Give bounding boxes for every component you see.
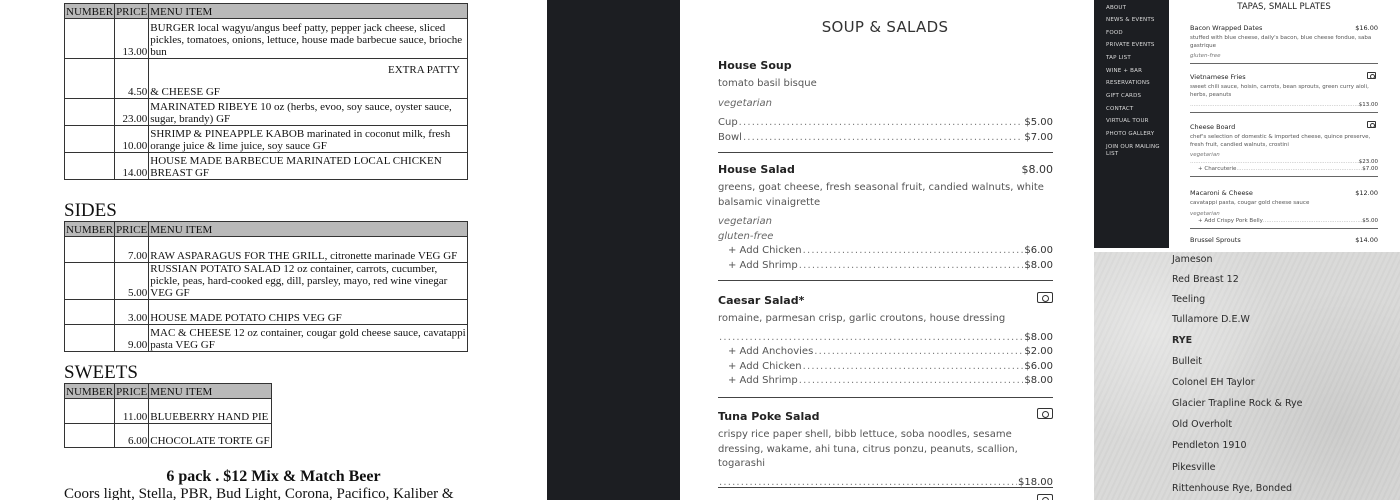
cheese-board-item: [1190, 123, 1378, 177]
extra-patty-label: EXTRA PATTY: [387, 64, 460, 76]
dish-description: stuffed with blue cheese, daily's bacon, blue cheese fondue, saba gastrique: [1190, 35, 1372, 49]
whiskey-item: Glacier Trapline Rock & Rye: [1172, 398, 1303, 409]
dish-description: cavatappi pasta, cougar gold cheese sauce: [1190, 200, 1310, 206]
divider: [1190, 63, 1378, 64]
diet-tag: vegetarian: [718, 216, 772, 227]
divider: [718, 397, 1053, 398]
col-item: MENU ITEM: [149, 222, 468, 237]
nav-item-wine-bar[interactable]: WINE + BAR: [1106, 68, 1143, 74]
whiskey-item: Jameson: [1172, 254, 1213, 265]
whiskey-item: Colonel EH Taylor: [1172, 377, 1255, 388]
divider: [718, 280, 1053, 281]
dish-price: $8.00: [1024, 331, 1053, 343]
vietnamese-fries-item: [1190, 73, 1378, 113]
tapas-menu: [1190, 0, 1378, 248]
mains-table: [64, 3, 468, 180]
section-title: TAPAS, SMALL PLATES: [1237, 2, 1331, 12]
whiskey-item: Pendleton 1910: [1172, 440, 1247, 451]
nav-item-contact[interactable]: CONTACT: [1106, 106, 1134, 112]
col-price: PRICE: [115, 384, 149, 399]
price-cell: 9.00: [115, 325, 149, 352]
dish-price: $13.00: [1358, 102, 1378, 108]
house-soup-item: [718, 59, 1053, 145]
table-row: [65, 399, 272, 424]
addon-line: [718, 374, 1053, 389]
price-cell: 10.00: [115, 126, 149, 153]
addon-line: [718, 244, 1053, 259]
addon-label: + Add Chicken: [728, 360, 802, 372]
diet-tag: gluten-free: [1190, 53, 1221, 59]
price-line: [718, 116, 1053, 131]
price-cell: 4.50: [115, 59, 149, 99]
addon-price: $6.00: [1024, 245, 1053, 256]
dish-name: Brussel Sprouts: [1190, 236, 1241, 244]
table-row: [65, 59, 468, 99]
addon-line: [718, 360, 1053, 375]
mac-cheese-item: [1190, 189, 1378, 229]
option-price: $5.00: [1024, 117, 1053, 128]
table-row: [65, 19, 468, 59]
nav-item-gift-cards[interactable]: GIFT CARDS: [1106, 93, 1142, 99]
addon-label: + Add Shrimp: [728, 259, 798, 271]
table-header-row: [65, 384, 272, 399]
col-number: NUMBER: [65, 4, 115, 19]
divider: [1190, 228, 1378, 229]
dish-price: $12.00: [1355, 189, 1378, 197]
brussel-sprouts-item: [1190, 236, 1378, 244]
item-cell: & CHEESE GF: [150, 86, 220, 98]
diet-tag: vegetarian: [718, 97, 772, 109]
item-cell: RAW ASPARAGUS FOR THE GRILL, citronette marinade VEG GF: [149, 237, 468, 263]
dish-price: $14.00: [1355, 236, 1378, 244]
tuna-poke-salad-item: [718, 410, 1053, 490]
diet-tag: vegetarian: [1190, 152, 1220, 158]
table-row: [65, 300, 468, 325]
dish-description: greens, goat cheese, fresh seasonal fruit, candied walnuts, white balsamic vinaigrette: [718, 182, 1044, 208]
camera-icon[interactable]: [1037, 494, 1053, 500]
diet-tag: gluten-free: [718, 230, 774, 242]
addon-label: + Add Crispy Pork Belly: [1198, 217, 1263, 224]
nav-item-photo-gallery[interactable]: PHOTO GALLERY: [1106, 131, 1155, 137]
beer-deal-title: 6 pack . $12 Mix & Match Beer: [166, 468, 381, 485]
addon-line: [718, 259, 1053, 274]
price-cell: 11.00: [115, 399, 149, 424]
sweets-table: [64, 383, 272, 448]
caesar-salad-item: [718, 294, 1053, 389]
whiskey-item: Rittenhouse Rye, Bonded: [1172, 483, 1293, 494]
nav-item-reservations[interactable]: RESERVATIONS: [1106, 80, 1150, 86]
col-number: NUMBER: [65, 384, 115, 399]
dish-name: House Soup: [718, 59, 792, 72]
col-number: NUMBER: [65, 222, 115, 237]
table-header-row: [65, 4, 468, 19]
item-cell: HOUSE MADE POTATO CHIPS VEG GF: [149, 300, 468, 325]
dish-price: $8.00: [1021, 163, 1053, 176]
col-item: MENU ITEM: [149, 4, 468, 19]
divider: [718, 487, 1053, 488]
price-line: [718, 131, 1053, 146]
house-salad-item: [718, 163, 1053, 273]
tapas-web-panel: [1094, 0, 1400, 248]
sides-table: [64, 221, 468, 352]
dish-price: $18.00: [1018, 476, 1053, 488]
dark-sidebar-strip: [547, 0, 680, 500]
dish-name: Bacon Wrapped Dates: [1190, 24, 1263, 32]
dish-name: Macaroni & Cheese: [1190, 189, 1253, 197]
nav-item-mailing-list[interactable]: JOIN OUR MAILING LIST: [1106, 144, 1160, 157]
table-row: [65, 325, 468, 352]
item-cell: BURGER local wagyu/angus beef patty, pepper jack cheese, sliced pickles, tomatoes, onions, lettuce, house made barbecue sauce, brioche bun: [149, 19, 468, 59]
item-cell: RUSSIAN POTATO SALAD 12 oz container, carrots, cucumber, pickle, peas, hard-cooked egg, dill, parsley, mayo, red wine vinegar VEG GF: [149, 263, 468, 300]
price-cell: 5.00: [115, 263, 149, 300]
sides-heading: SIDES: [64, 200, 117, 221]
nav-item-news-events[interactable]: NEWS & EVENTS: [1106, 17, 1155, 23]
dish-description: crispy rice paper shell, bibb lettuce, soba noodles, sesame dressing, wakame, ahi tuna, citrus ponzu, peanuts, scallion, togarashi: [718, 429, 1018, 469]
addon-price: $6.00: [1024, 360, 1053, 372]
dish-price: $23.00: [1358, 159, 1378, 165]
table-header-row: [65, 222, 468, 237]
option-label: Bowl: [718, 131, 742, 143]
option-price: $7.00: [1024, 131, 1053, 143]
dish-description: romaine, parmesan crisp, garlic croutons, house dressing: [718, 313, 1006, 324]
nav-item-virtual-tour[interactable]: VIRTUAL TOUR: [1106, 118, 1149, 124]
addon-price: $2.00: [1024, 346, 1053, 357]
price-line: [718, 331, 1053, 346]
col-price: PRICE: [115, 4, 149, 19]
dish-description: sweet chili sauce, hoisin, carrots, bean sprouts, green curry aioli, herbs, peanuts: [1190, 84, 1369, 98]
whiskey-item: Tullamore D.E.W: [1172, 314, 1250, 325]
dish-description: chef's selection of domestic & imported cheese, quince preserve, fresh fruit, candied walnuts, crostini: [1190, 134, 1371, 148]
whiskey-list-panel: [1094, 252, 1400, 500]
dish-description: tomato basil bisque: [718, 78, 817, 89]
addon-price: $7.00: [1362, 166, 1378, 172]
price-cell: 23.00: [115, 99, 149, 126]
addon-label: + Add Anchovies: [728, 346, 814, 357]
whiskey-item: Teeling: [1172, 294, 1206, 305]
whiskey-item: Old Overholt: [1172, 419, 1233, 430]
price-cell: 7.00: [115, 237, 149, 263]
nav-item-tap-list[interactable]: TAP LIST: [1106, 55, 1131, 61]
addon-price: $8.00: [1024, 375, 1053, 386]
col-price: PRICE: [115, 222, 149, 237]
price-cell: 3.00: [115, 300, 149, 325]
nav-item-private-events[interactable]: PRIVATE EVENTS: [1106, 42, 1155, 48]
whiskey-item: Pikesville: [1172, 462, 1216, 473]
soup-salads-panel: [680, 0, 1094, 500]
item-cell: CHOCOLATE TORTE GF: [149, 424, 272, 448]
option-label: Cup: [718, 117, 738, 128]
item-cell: MAC & CHEESE 12 oz container, cougar gold cheese sauce, cavatappi pasta VEG GF: [149, 325, 468, 352]
bacon-dates-item: [1190, 24, 1378, 64]
price-cell: 6.00: [115, 424, 149, 448]
table-row: [65, 126, 468, 153]
divider: [1190, 176, 1378, 177]
addon-label: + Charcuterie: [1198, 166, 1237, 172]
section-title: SOUP & SALADS: [821, 18, 949, 36]
price-cell: 13.00: [115, 19, 149, 59]
nav-item-about[interactable]: ABOUT: [1106, 5, 1127, 11]
item-cell: MARINATED RIBEYE 10 oz (herbs, evoo, soy sauce, oyster sauce, sugar, brandy) GF: [149, 99, 468, 126]
dish-name: Tuna Poke Salad: [718, 410, 820, 423]
addon-label: + Add Shrimp: [728, 375, 798, 386]
nav-item-food[interactable]: FOOD: [1106, 30, 1123, 36]
table-row: [65, 153, 468, 180]
divider: [718, 152, 1053, 153]
rye-heading: RYE: [1172, 335, 1193, 346]
beer-list: Coors light, Stella, PBR, Bud Light, Corona, Pacifico, Kaliber &: [64, 486, 454, 500]
table-row: [65, 237, 468, 263]
item-cell: HOUSE MADE BARBECUE MARINATED LOCAL CHICKEN BREAST GF: [149, 153, 468, 180]
sweets-heading: SWEETS: [64, 362, 138, 383]
table-row: [65, 99, 468, 126]
addon-price: $5.00: [1362, 217, 1378, 224]
site-nav: [1094, 0, 1169, 248]
dish-name: Vietnamese Fries: [1190, 73, 1246, 81]
table-row: [65, 424, 272, 448]
item-cell: SHRIMP & PINEAPPLE KABOB marinated in coconut milk, fresh orange juice & lime juice, soy sauce GF: [149, 126, 468, 153]
price-cell: 14.00: [115, 153, 149, 180]
dish-name: House Salad: [718, 163, 795, 176]
whiskey-item: Red Breast 12: [1172, 274, 1239, 285]
addon-line: [718, 345, 1053, 360]
dish-name: Caesar Salad*: [718, 294, 805, 307]
divider: [1190, 112, 1378, 113]
dish-name: Cheese Board: [1190, 123, 1236, 131]
addon-price: $8.00: [1024, 259, 1053, 271]
whiskey-item: Bulleit: [1172, 356, 1203, 367]
col-item: MENU ITEM: [149, 384, 272, 399]
dish-price: $16.00: [1355, 24, 1378, 32]
item-cell: BLUEBERRY HAND PIE: [149, 399, 272, 424]
diet-tag: vegetarian: [1190, 210, 1220, 217]
printed-menu-panel: [0, 0, 547, 500]
addon-label: + Add Chicken: [728, 245, 802, 256]
table-row: [65, 263, 468, 300]
